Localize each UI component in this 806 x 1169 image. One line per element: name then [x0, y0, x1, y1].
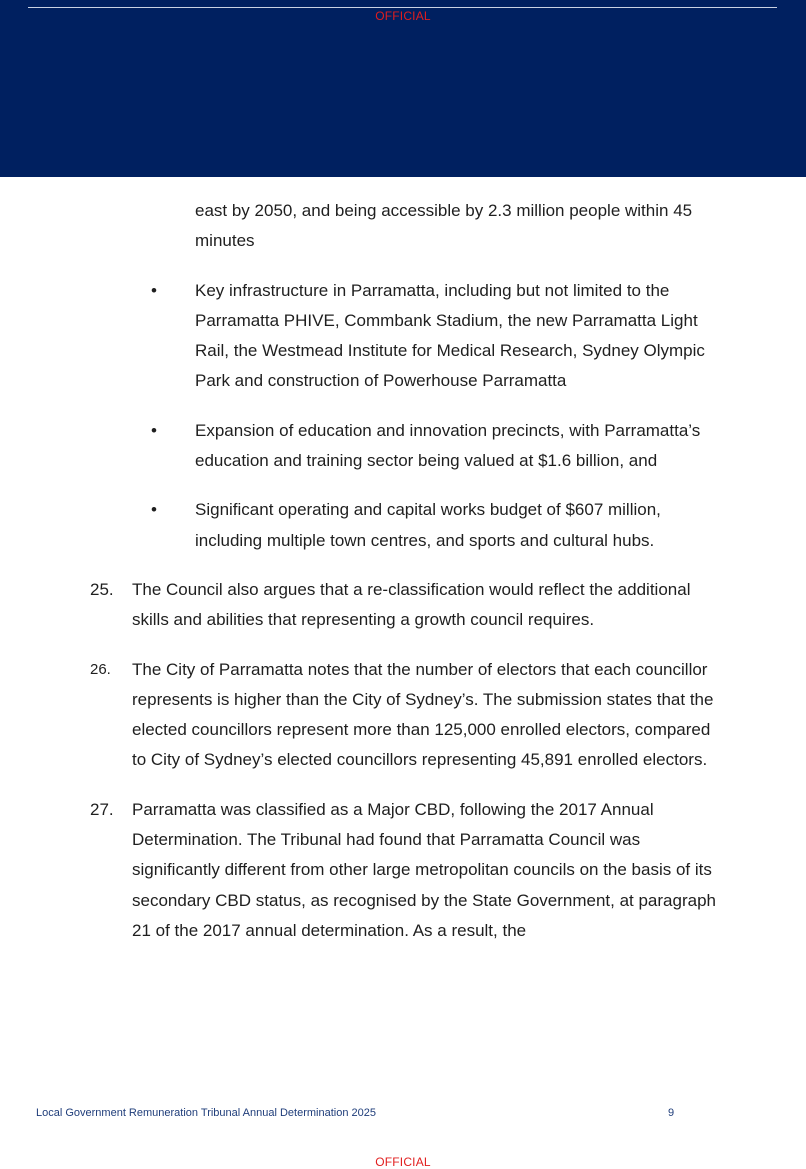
numbered-paragraph [90, 655, 722, 776]
header-band [0, 0, 806, 177]
paragraph-number: 26. [90, 660, 111, 678]
bullet-icon: • [151, 420, 157, 440]
footer-title: Local Government Remuneration Tribunal Annual Determination 2025 [36, 1107, 376, 1119]
bullet-item [151, 276, 725, 397]
paragraph-text: The City of Parramatta notes that the number of electors that each councillor represents is higher than the City of Sydney’s. The submission states that the elected councillors represent more than 125,000 enrolled electors, compared to City of Sydney’s elected councillors representing 45,891 enrolled electors. [132, 659, 714, 770]
bullet-item [151, 495, 725, 556]
paragraph-number: 25. [90, 579, 114, 599]
numbered-paragraph [90, 575, 722, 636]
paragraph-text: The Council also argues that a re-classification would reflect the additional skills and abilities that representing a growth council requires. [132, 579, 691, 630]
bullet-item [151, 416, 725, 477]
numbered-paragraph [90, 795, 722, 946]
continued-text: east by 2050, and being accessible by 2.3 million people within 45 minutes [195, 201, 693, 251]
bullet-icon: • [151, 500, 157, 520]
bullet-text: Expansion of education and innovation precincts, with Parramatta’s education and training sector being valued at $1.6 billion, and [195, 420, 701, 471]
bullet-text: Significant operating and capital works budget of $607 million, including multiple town centres, and sports and cultural hubs. [195, 500, 661, 550]
official-marking-bottom: OFFICIAL [375, 1155, 431, 1169]
paragraph-number: 27. [90, 799, 114, 819]
header-rule [28, 7, 777, 8]
bullet-text: Key infrastructure in Parramatta, including but not limited to the Parramatta PHIVE, Commbank Stadium, the new Parramatta Light Rail, the Westmead Institute for Medical Research, Sydney Olympic Park and construction of Powerhouse Parramatta [195, 280, 705, 391]
bullet-icon: • [151, 280, 157, 300]
numbered-paragraphs [0, 575, 806, 946]
document-body [0, 196, 806, 946]
bullet-list [0, 276, 806, 556]
official-marking-top: OFFICIAL [375, 9, 431, 23]
paragraph-text: Parramatta was classified as a Major CBD, following the 2017 Annual Determination. The Tribunal had found that Parramatta Council was significantly different from other large metropolitan councils on the basis of its secondary CBD status, as recognised by the State Government, at paragraph 21 of the 2017 annual determination. As a result, the [132, 799, 716, 940]
page-number: 9 [668, 1107, 675, 1119]
